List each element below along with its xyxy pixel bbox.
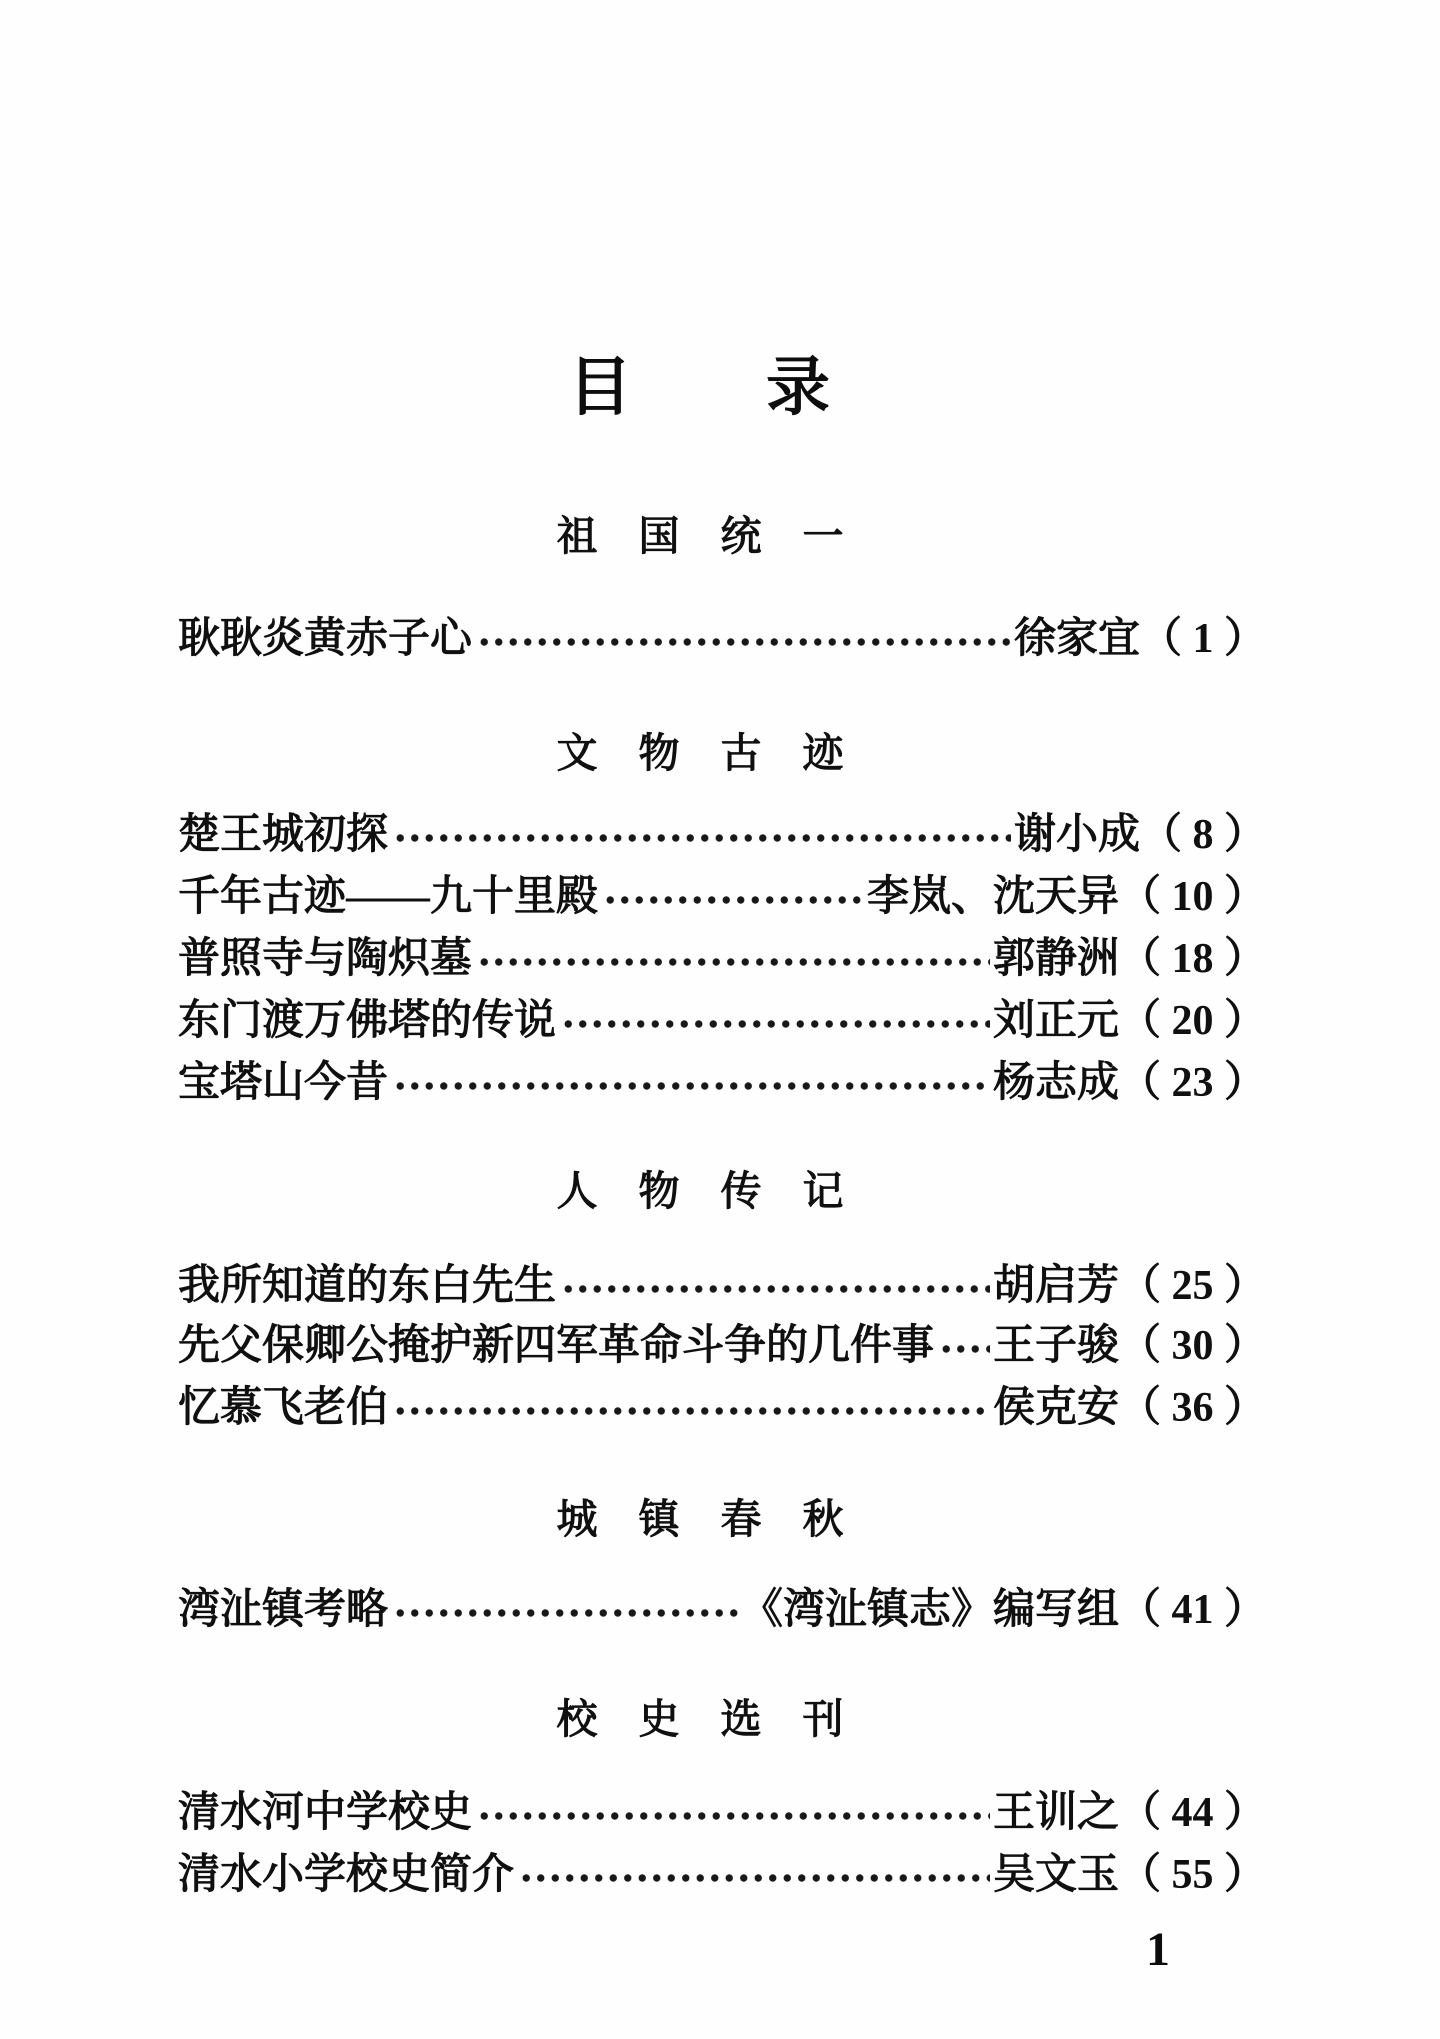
entry-page-number: （ 1 ） — [1139, 616, 1266, 662]
entry-page-number: （ 55 ） — [1118, 1852, 1266, 1898]
entry-title: 忆慕飞老伯 — [178, 1385, 389, 1431]
dot-leader — [475, 954, 990, 970]
entry-page-number: （ 44 ） — [1118, 1790, 1266, 1836]
entry-author: 刘正元 — [992, 998, 1119, 1044]
toc-entry — [178, 1259, 1266, 1313]
entry-title: 普照寺与陶炽墓 — [178, 936, 473, 982]
entry-page-number: （ 23 ） — [1118, 1060, 1266, 1106]
entry-author: 胡启芳 — [992, 1263, 1119, 1309]
section-heading-zuguo-tongyi: 祖 国 统 一 — [556, 513, 844, 559]
entry-page-number: （ 30 ） — [1118, 1323, 1266, 1369]
entry-title: 千年古迹——九十里殿 — [178, 874, 599, 920]
dot-leader — [559, 1016, 990, 1032]
entry-title: 先父保卿公掩护新四军革命斗争的几件事 — [178, 1323, 935, 1369]
dot-leader — [475, 634, 1011, 650]
toc-entry — [178, 1319, 1266, 1373]
toc-entry — [178, 1848, 1266, 1902]
entry-title: 清水河中学校史 — [178, 1790, 473, 1836]
entry-author: 侯克安 — [992, 1385, 1119, 1431]
entry-page-number: （ 41 ） — [1118, 1587, 1266, 1633]
section-heading-xiaoshi-xuankan: 校 史 选 刊 — [556, 1696, 844, 1742]
toc-entry — [178, 1381, 1266, 1435]
dot-leader — [391, 1403, 990, 1419]
entry-page-number: （ 25 ） — [1118, 1263, 1266, 1309]
entry-page-number: （ 20 ） — [1118, 998, 1266, 1044]
entry-author: 杨志成 — [992, 1060, 1119, 1106]
entry-author: 吴文玉 — [992, 1852, 1119, 1898]
section-heading-wenwu-guji: 文 物 古 迹 — [556, 730, 844, 776]
entry-title: 宝塔山今昔 — [178, 1060, 389, 1106]
dot-leader — [559, 1281, 990, 1297]
entry-author: 郭静洲 — [992, 936, 1119, 982]
toc-entry — [178, 932, 1266, 986]
dot-leader — [391, 830, 1011, 846]
dot-leader — [517, 1870, 990, 1886]
entry-title: 湾沚镇考略 — [178, 1587, 389, 1633]
entry-page-number: （ 10 ） — [1118, 874, 1266, 920]
entry-title: 楚王城初探 — [178, 812, 389, 858]
entry-page-number: （ 8 ） — [1139, 812, 1266, 858]
dot-leader — [475, 1808, 990, 1824]
entry-author: 王子骏 — [992, 1323, 1119, 1369]
folio-page-number: 1 — [1146, 1923, 1170, 1976]
entry-page-number: （ 18 ） — [1118, 936, 1266, 982]
entry-author: 李岚、沈天异 — [866, 874, 1119, 920]
toc-entry — [178, 1056, 1266, 1110]
section-heading-chengzhen-chunqiu: 城 镇 春 秋 — [556, 1496, 844, 1542]
toc-entry — [178, 994, 1266, 1048]
toc-entry — [178, 1583, 1266, 1637]
entry-author: 徐家宜 — [1013, 616, 1140, 662]
entry-author: 谢小成 — [1013, 812, 1140, 858]
entry-title: 我所知道的东白先生 — [178, 1263, 557, 1309]
toc-entry — [178, 1786, 1266, 1840]
dot-leader — [601, 892, 864, 908]
entry-author: 《湾沚镇志》编写组 — [740, 1587, 1119, 1633]
dot-leader — [391, 1078, 990, 1094]
entry-author: 王训之 — [992, 1790, 1119, 1836]
entry-title: 清水小学校史简介 — [178, 1852, 515, 1898]
dot-leader — [391, 1605, 738, 1621]
dot-leader — [937, 1341, 990, 1357]
entry-title: 耿耿炎黄赤子心 — [178, 616, 473, 662]
toc-entry — [178, 808, 1266, 862]
toc-entry — [178, 870, 1266, 924]
entry-title: 东门渡万佛塔的传说 — [178, 998, 557, 1044]
page-title: 目 录 — [568, 352, 832, 423]
toc-entry — [178, 612, 1266, 666]
entry-page-number: （ 36 ） — [1118, 1385, 1266, 1431]
section-heading-renwu-zhuanji: 人 物 传 记 — [556, 1168, 844, 1214]
